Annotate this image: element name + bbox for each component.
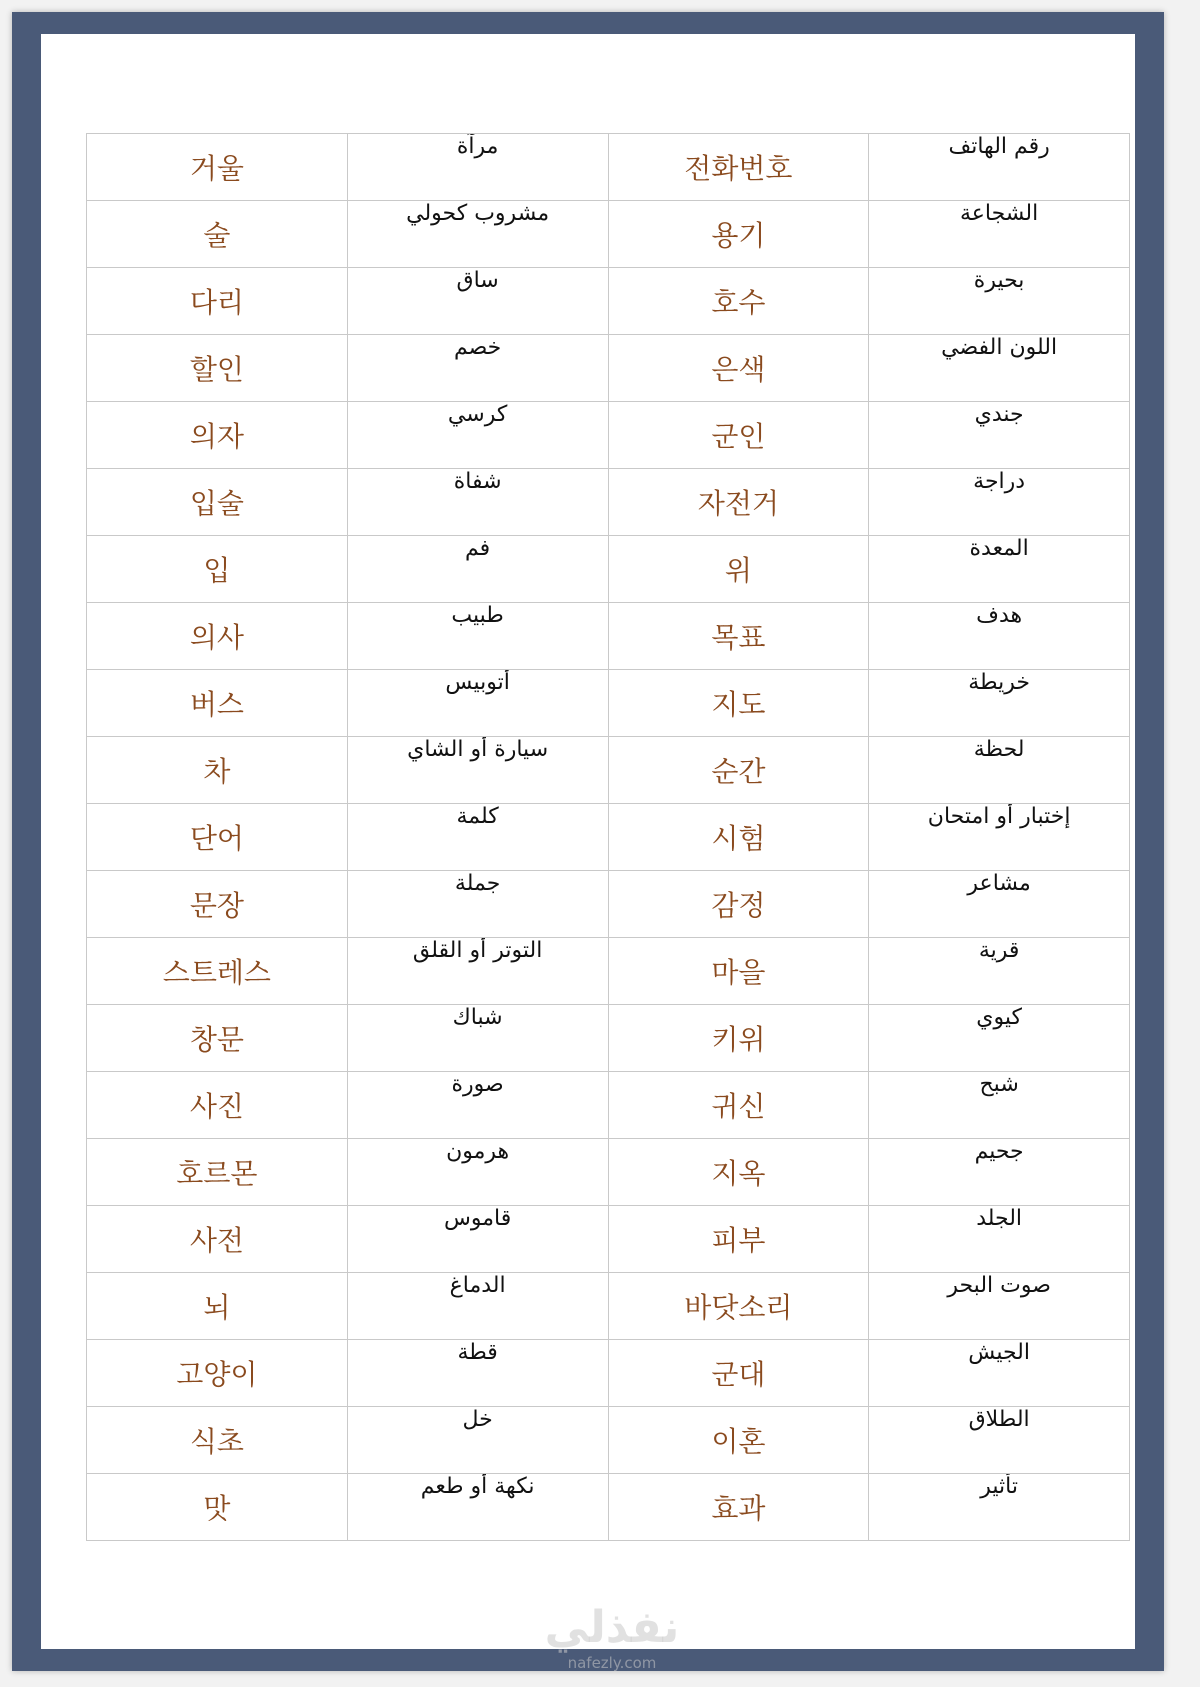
table-row — [87, 1072, 1130, 1139]
table-row — [87, 268, 1130, 335]
table-row — [87, 737, 1130, 804]
arabic-meaning-cell: سيارة أو الشاي — [347, 737, 608, 804]
korean-word-cell: 사진 — [87, 1072, 348, 1139]
korean-word-cell: 순간 — [608, 737, 869, 804]
arabic-meaning-cell: الشجاعة — [869, 201, 1130, 268]
page-frame — [12, 12, 1164, 1671]
arabic-meaning-cell: جملة — [347, 871, 608, 938]
table-row — [87, 670, 1130, 737]
korean-word-cell: 다리 — [87, 268, 348, 335]
korean-word-cell: 은색 — [608, 335, 869, 402]
korean-word-cell: 위 — [608, 536, 869, 603]
korean-word-cell: 지도 — [608, 670, 869, 737]
korean-word-cell: 목표 — [608, 603, 869, 670]
korean-word-cell: 할인 — [87, 335, 348, 402]
korean-word-cell: 창문 — [87, 1005, 348, 1072]
watermark — [512, 1602, 712, 1687]
korean-word-cell: 이혼 — [608, 1407, 869, 1474]
korean-word-cell: 시험 — [608, 804, 869, 871]
table-row — [87, 871, 1130, 938]
arabic-meaning-cell: مشروب كحولي — [347, 201, 608, 268]
korean-word-cell: 호르몬 — [87, 1139, 348, 1206]
arabic-meaning-cell: شباك — [347, 1005, 608, 1072]
arabic-meaning-cell: شبح — [869, 1072, 1130, 1139]
arabic-meaning-cell: الجيش — [869, 1340, 1130, 1407]
table-row — [87, 1340, 1130, 1407]
korean-word-cell: 효과 — [608, 1474, 869, 1541]
korean-word-cell: 바닷소리 — [608, 1273, 869, 1340]
korean-word-cell: 버스 — [87, 670, 348, 737]
korean-word-cell: 용기 — [608, 201, 869, 268]
arabic-meaning-cell: التوتر أو القلق — [347, 938, 608, 1005]
table-row — [87, 134, 1130, 201]
arabic-meaning-cell: رقم الهاتف — [869, 134, 1130, 201]
arabic-meaning-cell: مرآة — [347, 134, 608, 201]
table-row — [87, 1139, 1130, 1206]
korean-word-cell: 군인 — [608, 402, 869, 469]
arabic-meaning-cell: بحيرة — [869, 268, 1130, 335]
arabic-meaning-cell: المعدة — [869, 536, 1130, 603]
arabic-meaning-cell: طبيب — [347, 603, 608, 670]
arabic-meaning-cell: إختبار أو امتحان — [869, 804, 1130, 871]
table-row — [87, 1005, 1130, 1072]
arabic-meaning-cell: جحيم — [869, 1139, 1130, 1206]
arabic-meaning-cell: دراجة — [869, 469, 1130, 536]
korean-word-cell: 식초 — [87, 1407, 348, 1474]
korean-word-cell: 맛 — [87, 1474, 348, 1541]
arabic-meaning-cell: خصم — [347, 335, 608, 402]
arabic-meaning-cell: صوت البحر — [869, 1273, 1130, 1340]
arabic-meaning-cell: شفاة — [347, 469, 608, 536]
table-row — [87, 402, 1130, 469]
watermark-url: nafezly.com — [567, 1654, 657, 1672]
arabic-meaning-cell: هدف — [869, 603, 1130, 670]
arabic-meaning-cell: الدماغ — [347, 1273, 608, 1340]
korean-word-cell: 지옥 — [608, 1139, 869, 1206]
arabic-meaning-cell: نكهة أو طعم — [347, 1474, 608, 1541]
korean-word-cell: 의사 — [87, 603, 348, 670]
arabic-meaning-cell: تأثير — [869, 1474, 1130, 1541]
arabic-meaning-cell: الطلاق — [869, 1407, 1130, 1474]
korean-word-cell: 단어 — [87, 804, 348, 871]
korean-word-cell: 스트레스 — [87, 938, 348, 1005]
korean-word-cell: 입술 — [87, 469, 348, 536]
vocabulary-table — [86, 133, 1130, 1541]
table-row — [87, 1407, 1130, 1474]
arabic-meaning-cell: فم — [347, 536, 608, 603]
korean-word-cell: 뇌 — [87, 1273, 348, 1340]
korean-word-cell: 의자 — [87, 402, 348, 469]
table-row — [87, 469, 1130, 536]
arabic-meaning-cell: ساق — [347, 268, 608, 335]
watermark-logo-text: نفذلي — [544, 1602, 680, 1653]
korean-word-cell: 고양이 — [87, 1340, 348, 1407]
arabic-meaning-cell: هرمون — [347, 1139, 608, 1206]
korean-word-cell: 마을 — [608, 938, 869, 1005]
korean-word-cell: 문장 — [87, 871, 348, 938]
table-row — [87, 603, 1130, 670]
arabic-meaning-cell: قاموس — [347, 1206, 608, 1273]
korean-word-cell: 자전거 — [608, 469, 869, 536]
vocabulary-table-body — [87, 134, 1130, 1541]
arabic-meaning-cell: خريطة — [869, 670, 1130, 737]
arabic-meaning-cell: كرسي — [347, 402, 608, 469]
korean-word-cell: 호수 — [608, 268, 869, 335]
arabic-meaning-cell: مشاعر — [869, 871, 1130, 938]
arabic-meaning-cell: اللون الفضي — [869, 335, 1130, 402]
korean-word-cell: 거울 — [87, 134, 348, 201]
korean-word-cell: 키위 — [608, 1005, 869, 1072]
korean-word-cell: 입 — [87, 536, 348, 603]
table-row — [87, 536, 1130, 603]
table-row — [87, 1273, 1130, 1340]
korean-word-cell: 귀신 — [608, 1072, 869, 1139]
korean-word-cell: 군대 — [608, 1340, 869, 1407]
arabic-meaning-cell: خل — [347, 1407, 608, 1474]
arabic-meaning-cell: قرية — [869, 938, 1130, 1005]
arabic-meaning-cell: أتوبيس — [347, 670, 608, 737]
arabic-meaning-cell: كلمة — [347, 804, 608, 871]
korean-word-cell: 전화번호 — [608, 134, 869, 201]
arabic-meaning-cell: جندي — [869, 402, 1130, 469]
arabic-meaning-cell: قطة — [347, 1340, 608, 1407]
table-row — [87, 804, 1130, 871]
korean-word-cell: 술 — [87, 201, 348, 268]
arabic-meaning-cell: صورة — [347, 1072, 608, 1139]
arabic-meaning-cell: لحظة — [869, 737, 1130, 804]
korean-word-cell: 차 — [87, 737, 348, 804]
table-row — [87, 1474, 1130, 1541]
korean-word-cell: 사전 — [87, 1206, 348, 1273]
document-page — [41, 34, 1135, 1649]
korean-word-cell: 피부 — [608, 1206, 869, 1273]
korean-word-cell: 감정 — [608, 871, 869, 938]
arabic-meaning-cell: كيوي — [869, 1005, 1130, 1072]
table-row — [87, 201, 1130, 268]
table-row — [87, 335, 1130, 402]
arabic-meaning-cell: الجلد — [869, 1206, 1130, 1273]
table-row — [87, 938, 1130, 1005]
table-row — [87, 1206, 1130, 1273]
